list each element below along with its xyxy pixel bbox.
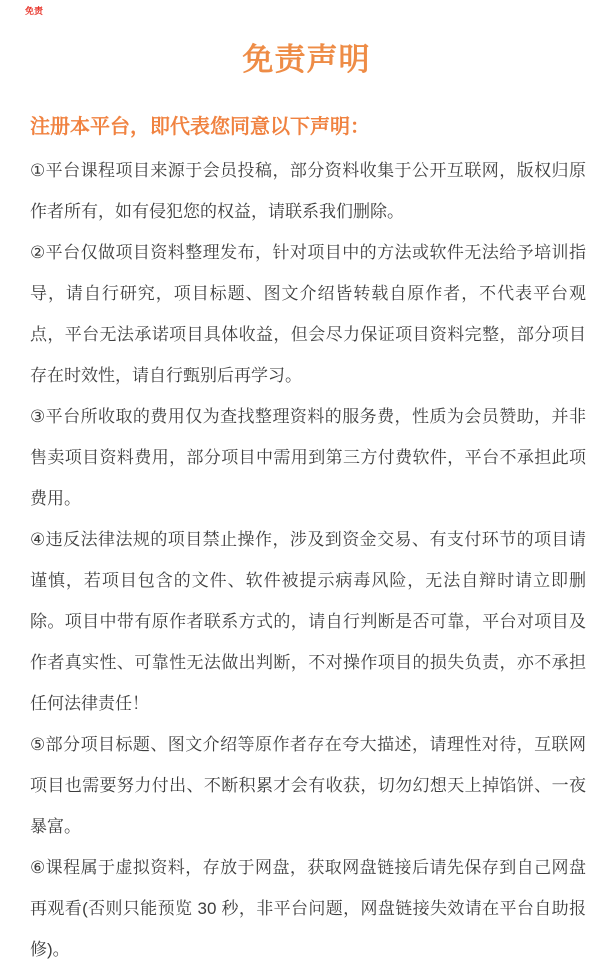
paragraph-2: ②平台仅做项目资料整理发布，针对项目中的方法或软件无法给予培训指导，请自行研究，项目标题、图文介绍皆转载自原作者，不代表平台观点，平台无法承诺项目具体收益，但会尽力保证项目资料完整，部分项目存在时效性，请自行甄别后再学习。 (30, 243, 586, 385)
paragraph-1: ①平台课程项目来源于会员投稿，部分资料收集于公开互联网，版权归原作者所有，如有侵犯您的权益，请联系我们删除。 (30, 161, 586, 221)
paragraph-6: ⑥课程属于虚拟资料，存放于网盘，获取网盘链接后请先保存到自己网盘再观看(否则只能预览 30 秒，非平台问题，网盘链接失效请在平台自助报修)。 (30, 858, 586, 959)
page-title: 免责声明 (242, 42, 371, 77)
red-corner-mark: 免责 (25, 6, 44, 16)
paragraph-4: ④违反法律法规的项目禁止操作，涉及到资金交易、有支付环节的项目请谨慎，若项目包含的文件、软件被提示病毒风险，无法自辩时请立即删除。项目中带有原作者联系方式的，请自行判断是否可靠，平台对项目及作者真实性、可靠性无法做出判断，不对操作项目的损失负责，亦不承担任何法律责任！ (30, 530, 586, 713)
paragraph-3: ③平台所收取的费用仅为查找整理资料的服务费，性质为会员赞助，并非售卖项目资料费用，部分项目中需用到第三方付费软件，平台不承担此项费用。 (30, 407, 586, 508)
intro-statement: 注册本平台，即代表您同意以下声明： (30, 116, 370, 138)
disclaimer-body (30, 150, 586, 970)
paragraph-5: ⑤部分项目标题、图文介绍等原作者存在夸大描述，请理性对待，互联网项目也需要努力付出、不断积累才会有收获，切勿幻想天上掉馅饼、一夜暴富。 (30, 735, 586, 836)
